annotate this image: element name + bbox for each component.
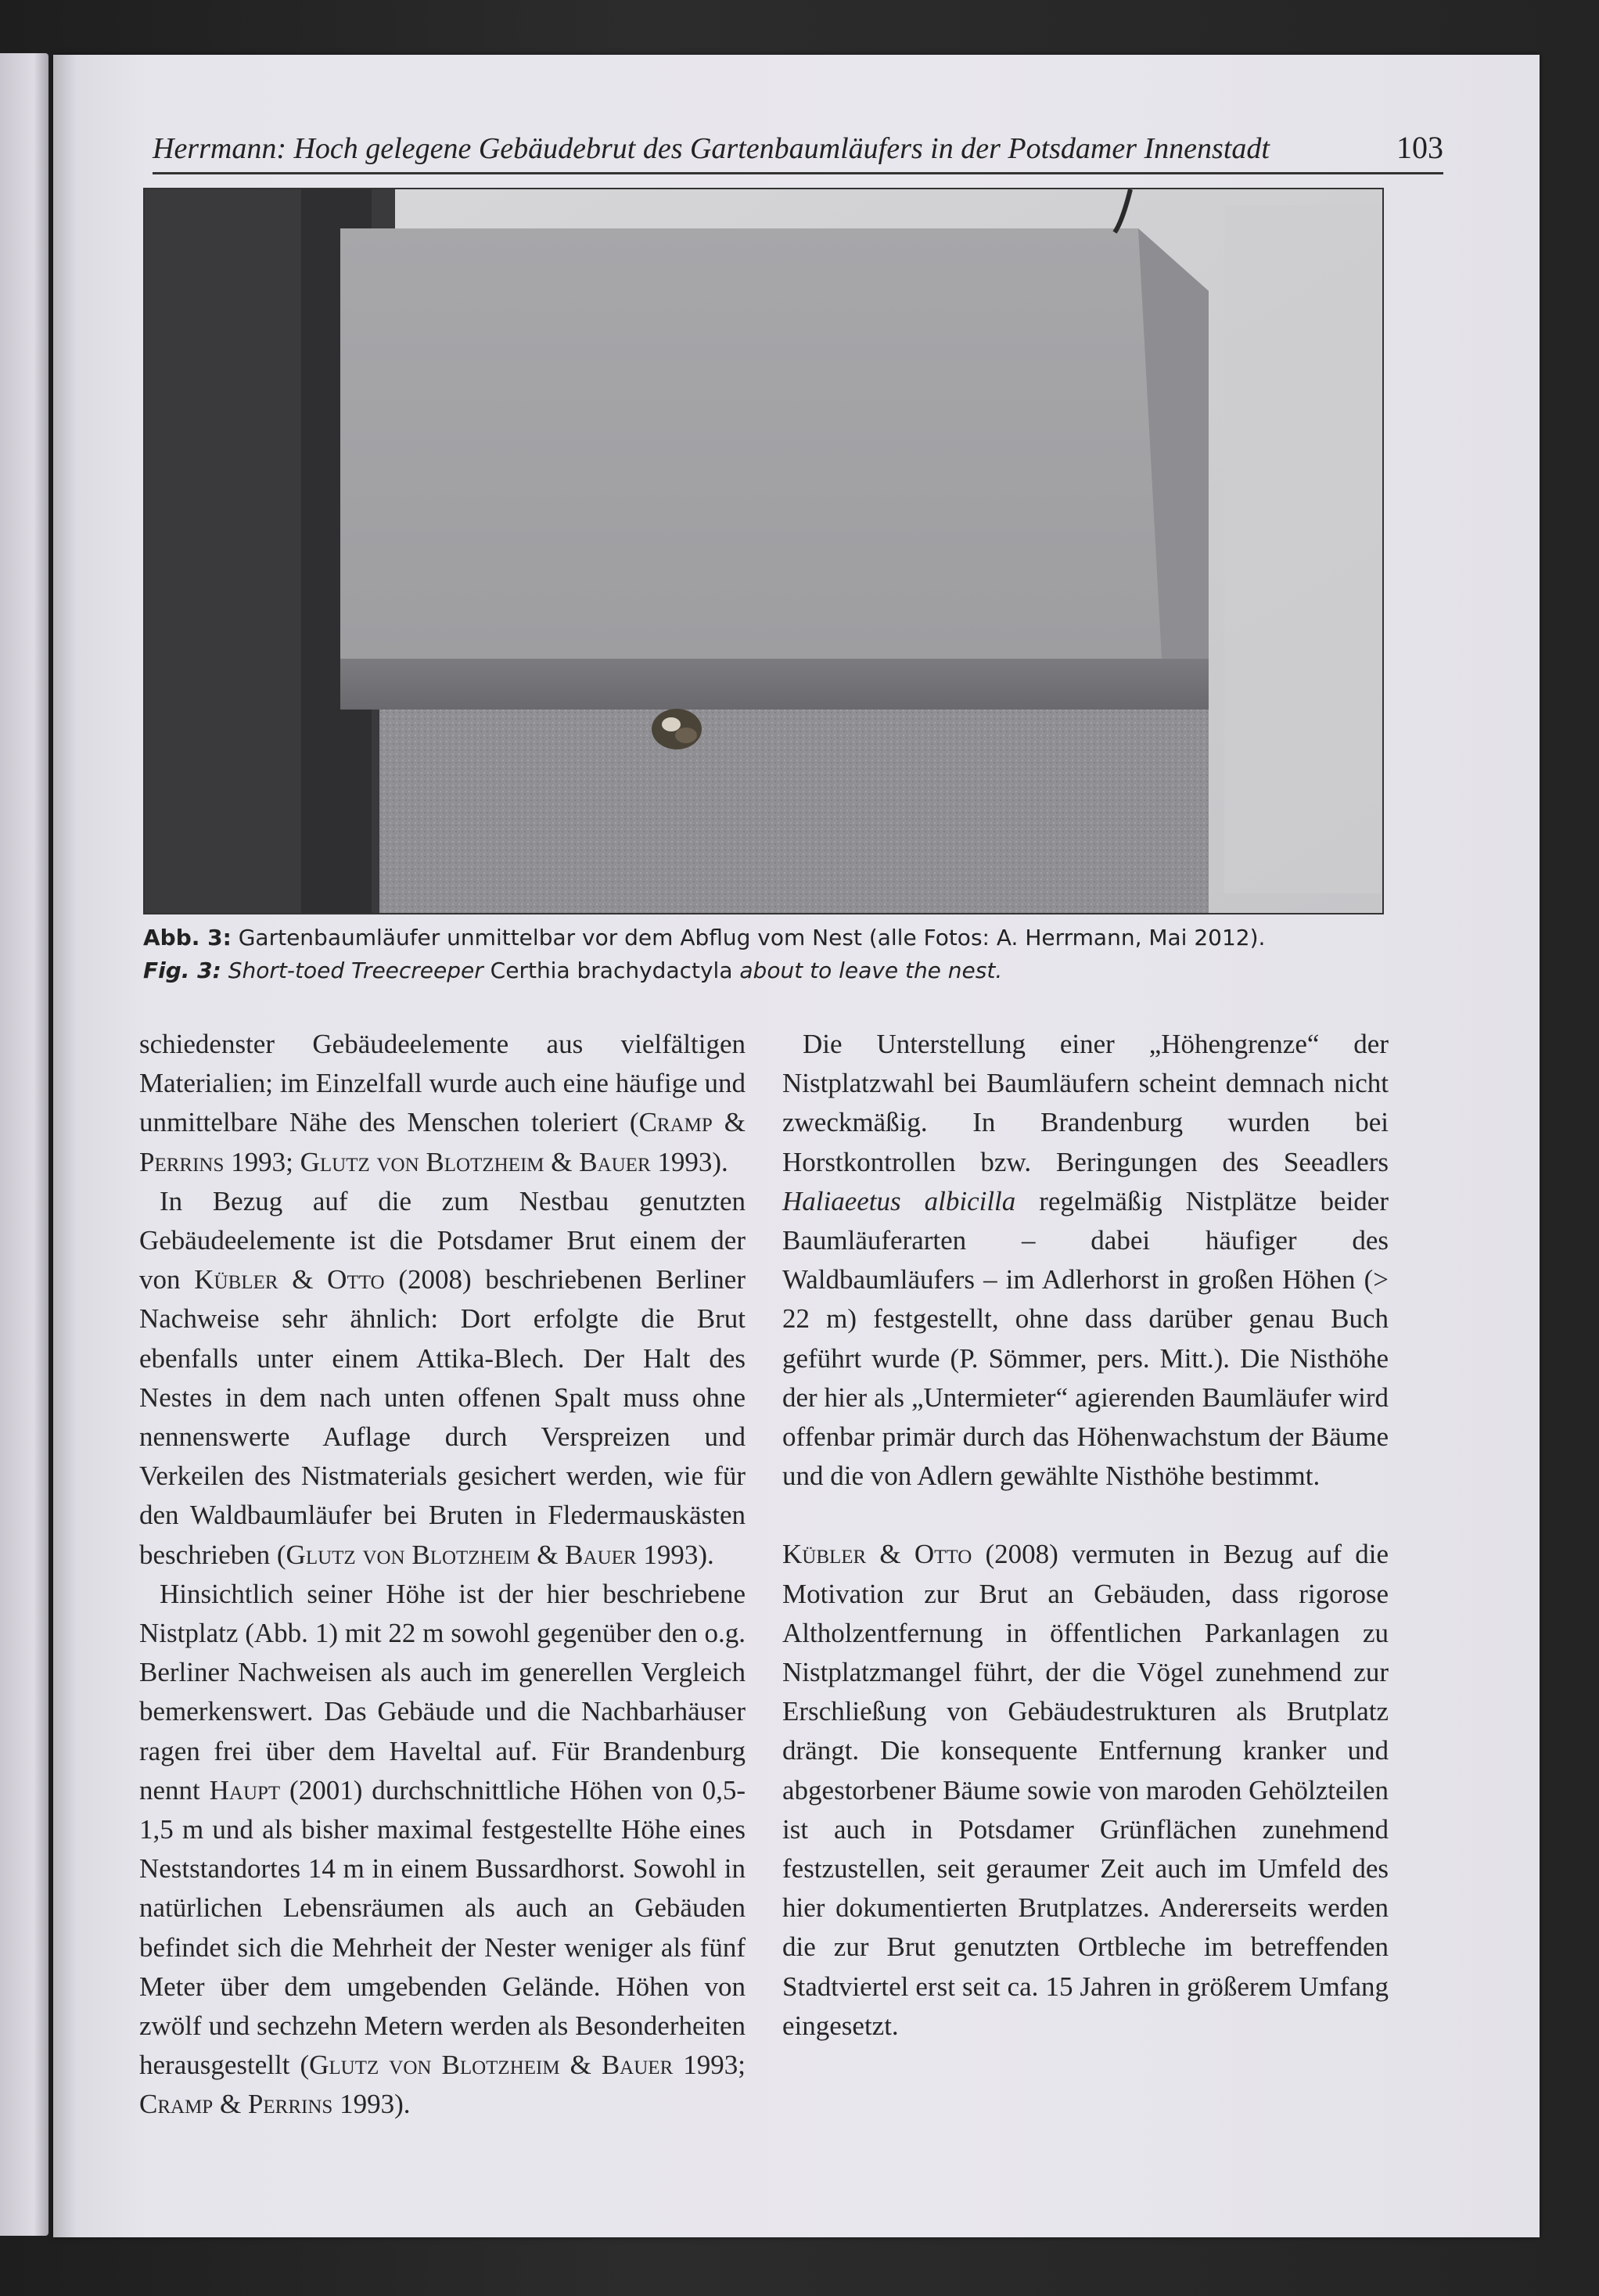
running-header	[153, 125, 1443, 174]
text-run: (2008) vermuten in Bezug auf die Motivation zur Brut an Gebäuden, dass rigorose Altholzentfernung in öffentlichen Parkanlagen zu Nistplatzmangel führt, der die Vögel zunehmend zur Erschließung von Gebäudestrukturen als Brutplatz drängt. Die konsequente Entfernung kranker und abgestorbener Bäume sowie von maroden Gehölzteilen ist auch in Potsdamer Grünflächen zunehmend festzustellen, seit geraumer Zeit auch im Umfeld des hier dokumentierten Brutplatzes. Andererseits werden die zur Brut genutzten Ortbleche im betreffenden Stadtviertel erst seit ca. 15 Jahren in größerem Umfang eingesetzt.	[782, 1539, 1389, 2041]
right-paragraph-1	[782, 1025, 1389, 1496]
citation: Haupt	[209, 1774, 281, 1806]
caption-english-label: Fig. 3:	[143, 958, 221, 983]
caption-english-common-name: Short-toed Treecreeper	[221, 958, 490, 983]
left-paragraph-3	[139, 1575, 746, 2125]
species-name: Haliaeetus albicilla	[782, 1185, 1016, 1216]
citation: Kübler & Otto	[194, 1264, 385, 1295]
text-run: Die Unterstellung einer „Höhengrenze“ der Nistplatzwahl bei Baumläufern scheint demnach nicht zweckmäßig. In Brandenburg wurden bei Horstkontrollen bzw. Beringungen des Seeadlers	[782, 1029, 1389, 1177]
journal-page	[53, 55, 1540, 2237]
page-number: 103	[1396, 130, 1443, 165]
right-paragraph-2	[782, 1535, 1389, 2046]
caption-english-rest: about to leave the nest.	[732, 958, 1003, 983]
facing-page-edge	[0, 53, 49, 2236]
text-run: In Bezug auf die zum Nestbau genutzten Gebäudeelemente ist die Potsdamer Brut einem der von	[139, 1185, 746, 1295]
text-run: (2008) beschriebenen Berliner Nachweise sehr ähnlich: Dort erfolgte die Brut ebenfalls unter einem Attika-Blech. Der Halt des Nestes in dem nach unten offenen Spalt muss ohne nennenswerte Auflage durch Verspreizen und Verkeilen des Nistmaterials gesichert werden, wie für den Waldbaumläufer bei Bruten in Fledermauskästen beschrieben (	[139, 1264, 746, 1570]
text-run: regelmäßig Nistplätze beider Baumläuferarten – dabei häufiger des Waldbaumläufers – im Adlerhorst in großen Höhen (> 22 m) festgestellt, ohne dass darüber genau Buch geführt wurde (P. Sömmer, pers. Mitt.). Die Nisthöhe der hier als „Untermieter“ agierenden Baumläufer wird offenbar primär durch das Höhenwachstum der Bäume und die von Adlern gewählte Nisthöhe bestimmt.	[782, 1185, 1389, 1492]
caption-german-label: Abb. 3:	[143, 925, 232, 950]
caption-german-text: Gartenbaumläufer unmittelbar vor dem Abflug vom Nest (alle Fotos: A. Herrmann, Mai 2012).	[231, 925, 1266, 950]
text-run: schiedenster Gebäudeelemente aus vielfältigen Materialien; im Einzelfall wurde auch eine häufige und unmittelbare Nähe des Menschen toleriert (	[139, 1029, 746, 1138]
running-title: Herrmann: Hoch gelegene Gebäudebrut des Gartenbaumläufers in der Potsdamer Innenstadt	[153, 132, 1270, 165]
left-column	[139, 1025, 746, 2125]
text-run: 1993;	[673, 2050, 746, 2081]
citation: Kübler & Otto	[782, 1539, 972, 1570]
citation: Glutz von Blotzheim & Bauer	[309, 2050, 674, 2081]
treecreeper-nest-photo	[145, 189, 1382, 913]
caption-german	[143, 922, 1442, 954]
figure-caption	[143, 922, 1442, 987]
text-run: (2001) durchschnittliche Höhen von 0,5-1,5 m und als bisher maximal festgestellte Höhe eines Neststandortes 14 m in einem Bussardhorst. Sowohl in natürlichen Lebensräumen als auch an Gebäuden befindet sich die Mehrheit der Nester weniger als fünf Meter über dem umgebenden Gelände. Höhen von zwölf und sechzehn Metern werden als Besonderheiten herausgestellt (	[139, 1774, 746, 2081]
left-paragraph-1	[139, 1025, 746, 1182]
citation: Cramp & Perrins	[139, 1107, 746, 1177]
text-run: 1993).	[650, 1146, 728, 1177]
text-run: Hinsichtlich seiner Höhe ist der hier beschriebene Nistplatz (Abb. 1) mit 22 m sowohl gegenüber den o.g. Berliner Nachweisen als auch im generellen Vergleich bemerkenswert. Das Gebäude und die Nachbarhäuser ragen frei über dem Haveltal auf. Für Brandenburg nennt	[139, 1578, 746, 1806]
caption-english-species: Certhia brachydactyla	[490, 958, 733, 983]
left-paragraph-2	[139, 1182, 746, 1575]
figure-photo	[143, 188, 1384, 914]
citation: Glutz von Blotzheim & Bauer	[300, 1146, 651, 1177]
right-column	[782, 1025, 1389, 2046]
citation: Cramp & Perrins	[139, 2089, 333, 2120]
text-run: 1993).	[636, 1539, 714, 1570]
caption-english	[143, 954, 1442, 987]
text-run: 1993).	[332, 2089, 411, 2120]
citation: Glutz von Blotzheim & Bauer	[286, 1539, 637, 1570]
text-run: 1993;	[224, 1146, 300, 1177]
